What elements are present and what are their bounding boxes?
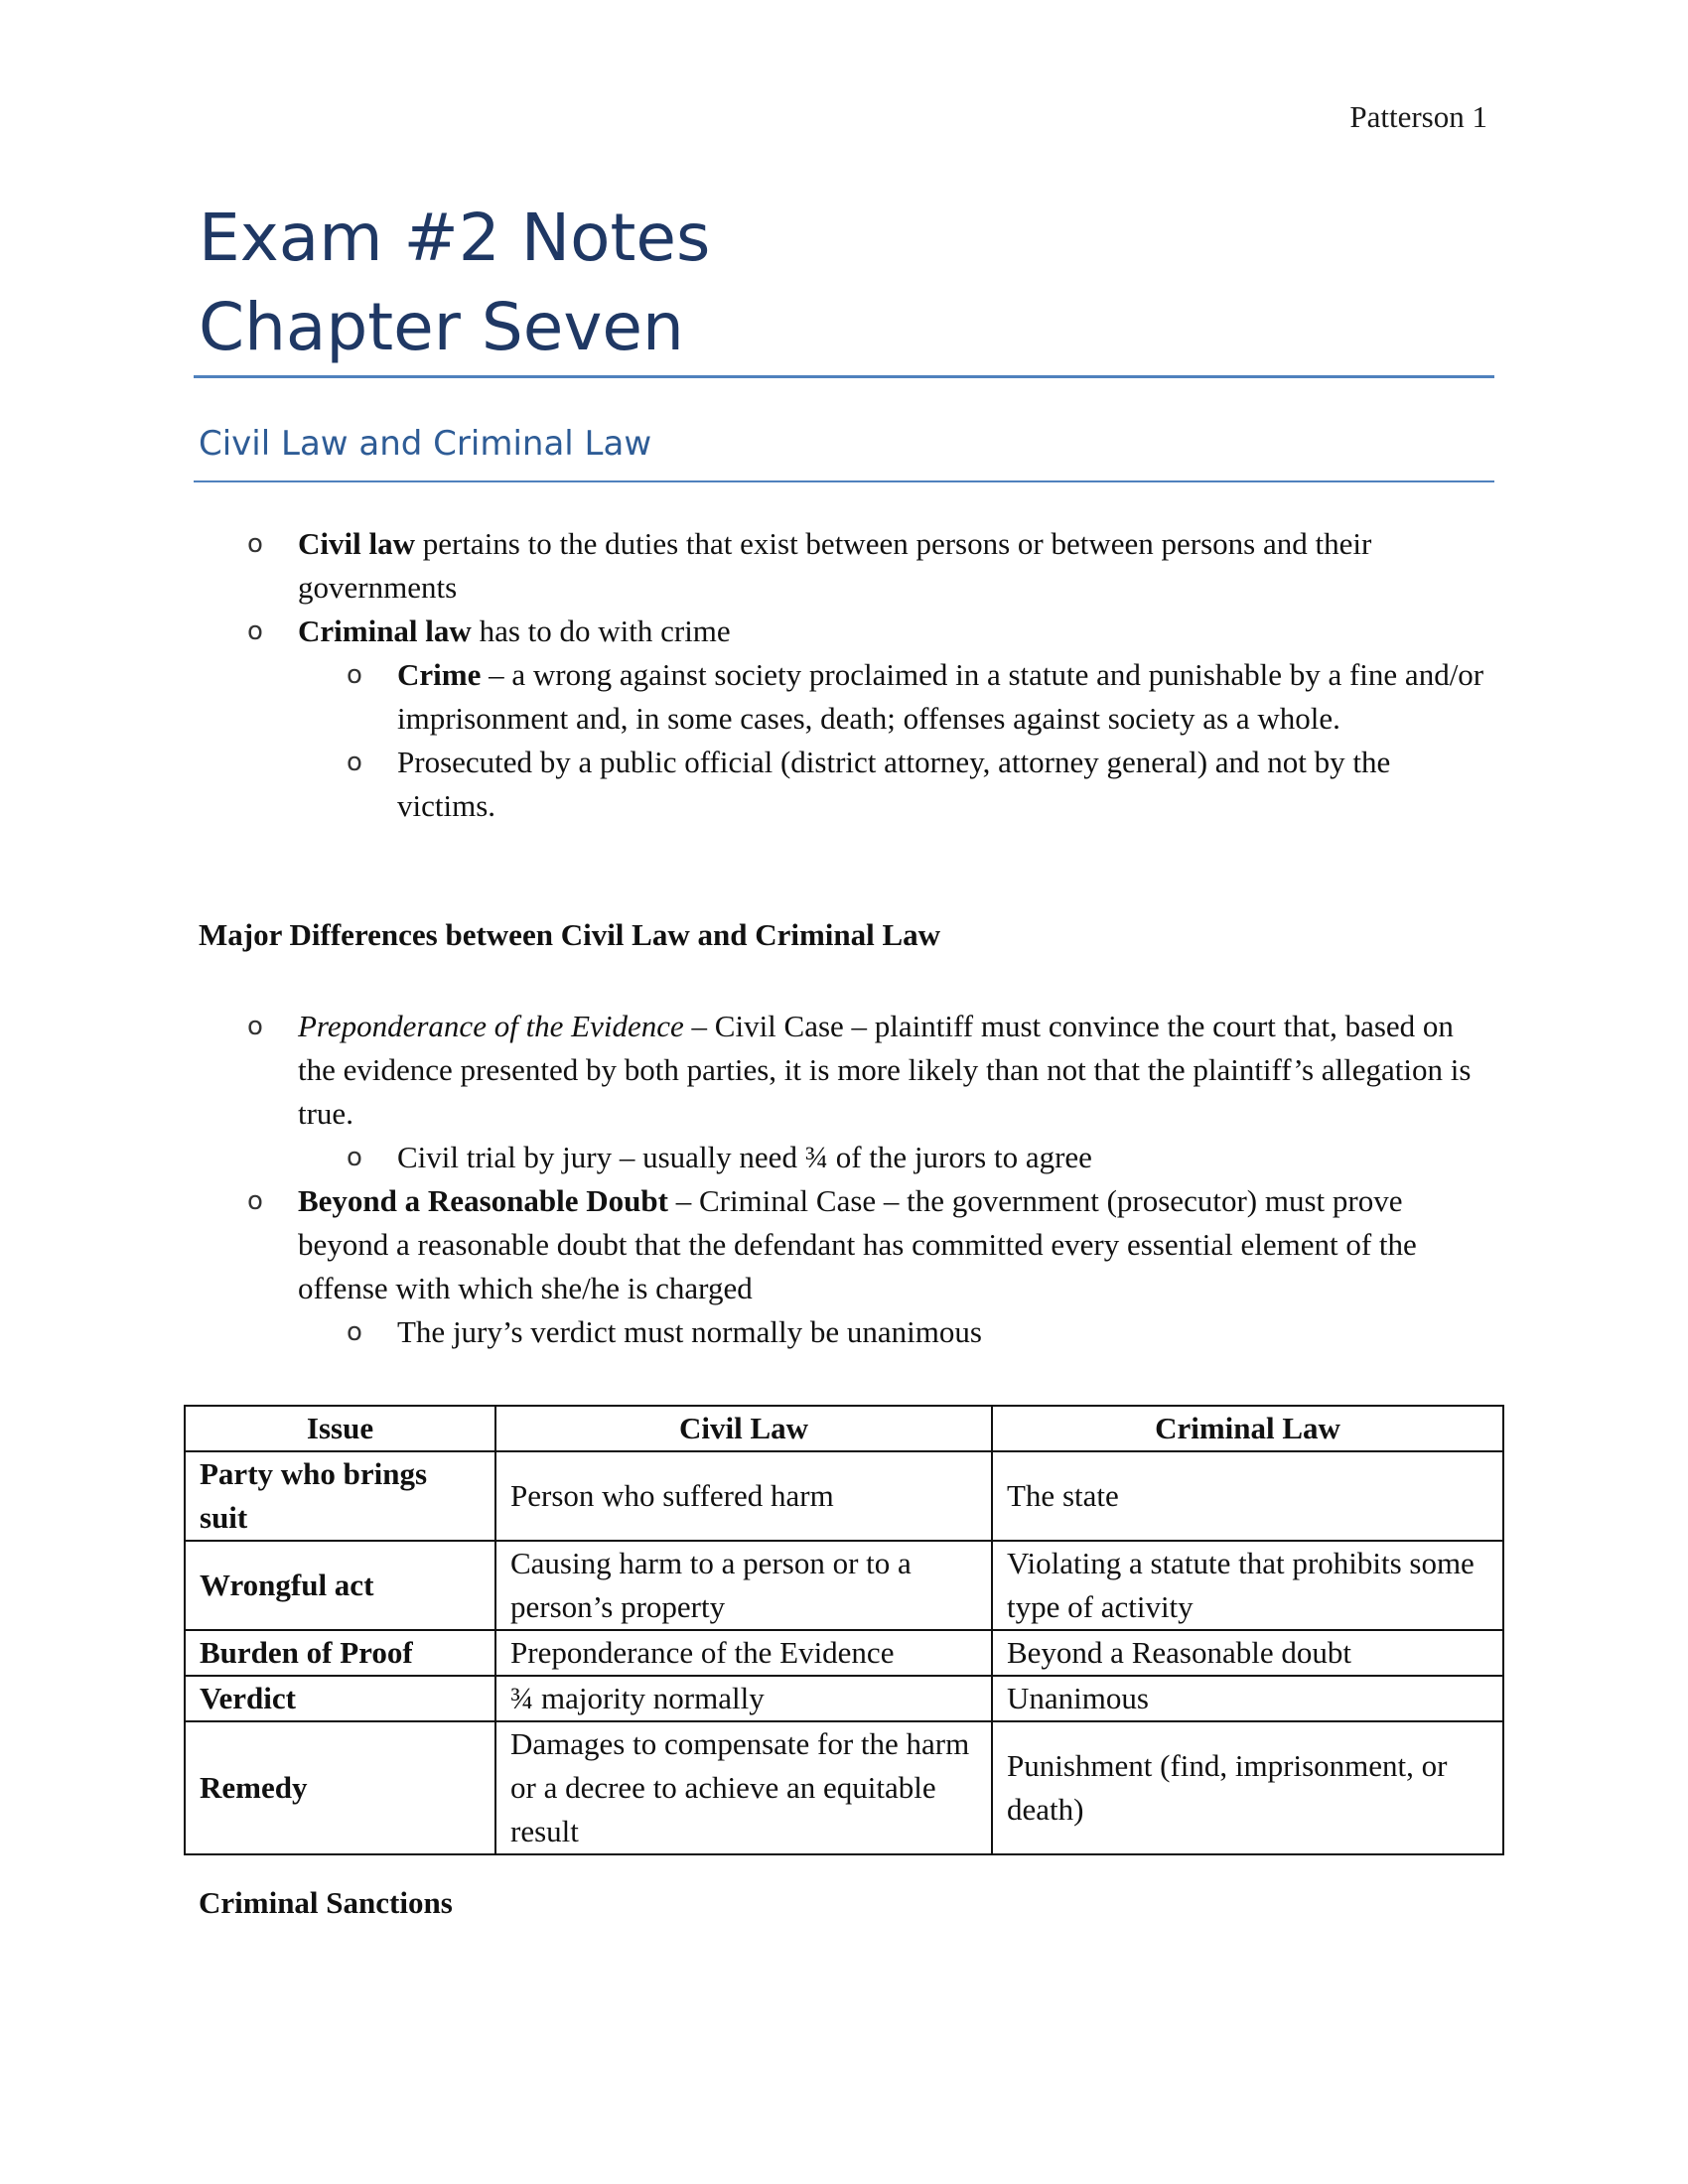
bullet-icon: o <box>247 529 263 559</box>
list-item <box>0 522 1489 610</box>
civil-jury-note: Civil trial by jury – usually need ¾ of the jurors to agree <box>397 1140 1092 1174</box>
title-line-1: Exam #2 Notes <box>199 200 711 276</box>
table-row <box>185 1541 1503 1630</box>
list-item <box>0 1179 1489 1310</box>
table-cell: Verdict <box>185 1676 495 1721</box>
table-cell: Causing harm to a person or to a person’s property <box>495 1541 992 1630</box>
bullet-icon: o <box>347 1143 362 1172</box>
term-crime: Crime <box>397 657 482 692</box>
term-preponderance: Preponderance of the Evidence <box>298 1009 684 1043</box>
bullet-icon: o <box>347 660 362 690</box>
comparison-table <box>184 1405 1504 1855</box>
bullet-icon: o <box>347 1317 362 1347</box>
definition-crime: – a wrong against society proclaimed in a statute and punishable by a fine and/or imprisonment and, in some cases, death; offenses against society as a whole. <box>397 657 1484 736</box>
list-item <box>0 1136 1489 1179</box>
column-header-civil-law: Civil Law <box>495 1406 992 1451</box>
term-criminal-law: Criminal law <box>298 614 472 648</box>
table-cell: Damages to compensate for the harm or a decree to achieve an equitable result <box>495 1721 992 1854</box>
bullet-icon: o <box>247 1186 263 1216</box>
section-heading-rule <box>194 480 1494 482</box>
list-item <box>0 610 1489 653</box>
table-cell: Remedy <box>185 1721 495 1854</box>
definition-civil-law: pertains to the duties that exist between persons or between persons and their governments <box>298 526 1372 605</box>
list-item <box>0 741 1489 828</box>
document-title <box>199 194 1489 372</box>
table-cell: Beyond a Reasonable doubt <box>992 1630 1503 1676</box>
term-civil-law: Civil law <box>298 526 415 561</box>
table-cell: Punishment (find, imprisonment, or death) <box>992 1721 1503 1854</box>
definition-reasonable-doubt: – Criminal Case – the government (prosecutor) must prove beyond a reasonable doubt that the defendant has committed every essential element of the offense with which she/he is charged <box>298 1183 1417 1305</box>
list-item <box>0 1005 1489 1136</box>
criminal-sanctions-heading: Criminal Sanctions <box>199 1885 453 1920</box>
column-header-criminal-law: Criminal Law <box>992 1406 1503 1451</box>
table-cell: Burden of Proof <box>185 1630 495 1676</box>
table-cell: Preponderance of the Evidence <box>495 1630 992 1676</box>
table-cell: Party who brings suit <box>185 1451 495 1541</box>
running-header: Patterson 1 <box>1349 99 1487 134</box>
title-line-2: Chapter Seven <box>199 289 684 365</box>
bullet-icon: o <box>347 748 362 777</box>
table-row <box>185 1676 1503 1721</box>
definition-preponderance: – Civil Case – plaintiff must convince the court that, based on the evidence presented by both parties, it is more likely than not that the plaintiff’s allegation is true. <box>298 1009 1472 1131</box>
table-cell: Unanimous <box>992 1676 1503 1721</box>
term-reasonable-doubt: Beyond a Reasonable Doubt <box>298 1183 668 1218</box>
section-heading-civil-criminal: Civil Law and Criminal Law <box>199 424 652 464</box>
bullet-icon: o <box>247 616 263 646</box>
table-cell: Violating a statute that prohibits some type of activity <box>992 1541 1503 1630</box>
list-item <box>0 653 1489 741</box>
table-row <box>185 1721 1503 1854</box>
major-differences-heading: Major Differences between Civil Law and Criminal Law <box>199 917 941 952</box>
table-header-row <box>185 1406 1503 1451</box>
definition-criminal-law: has to do with crime <box>471 614 731 648</box>
table-row <box>185 1451 1503 1541</box>
table-cell: Wrongful act <box>185 1541 495 1630</box>
column-header-issue: Issue <box>185 1406 495 1451</box>
criminal-jury-note: The jury’s verdict must normally be unanimous <box>397 1314 982 1349</box>
table-cell: ¾ majority normally <box>495 1676 992 1721</box>
table-row <box>185 1630 1503 1676</box>
section1-list <box>0 522 1489 828</box>
table-cell: Person who suffered harm <box>495 1451 992 1541</box>
table-cell: The state <box>992 1451 1503 1541</box>
section2-list <box>0 1005 1489 1354</box>
bullet-icon: o <box>247 1012 263 1041</box>
prosecution-note: Prosecuted by a public official (district attorney, attorney general) and not by the victims. <box>397 745 1391 823</box>
title-rule <box>194 375 1494 378</box>
list-item <box>0 1310 1489 1354</box>
